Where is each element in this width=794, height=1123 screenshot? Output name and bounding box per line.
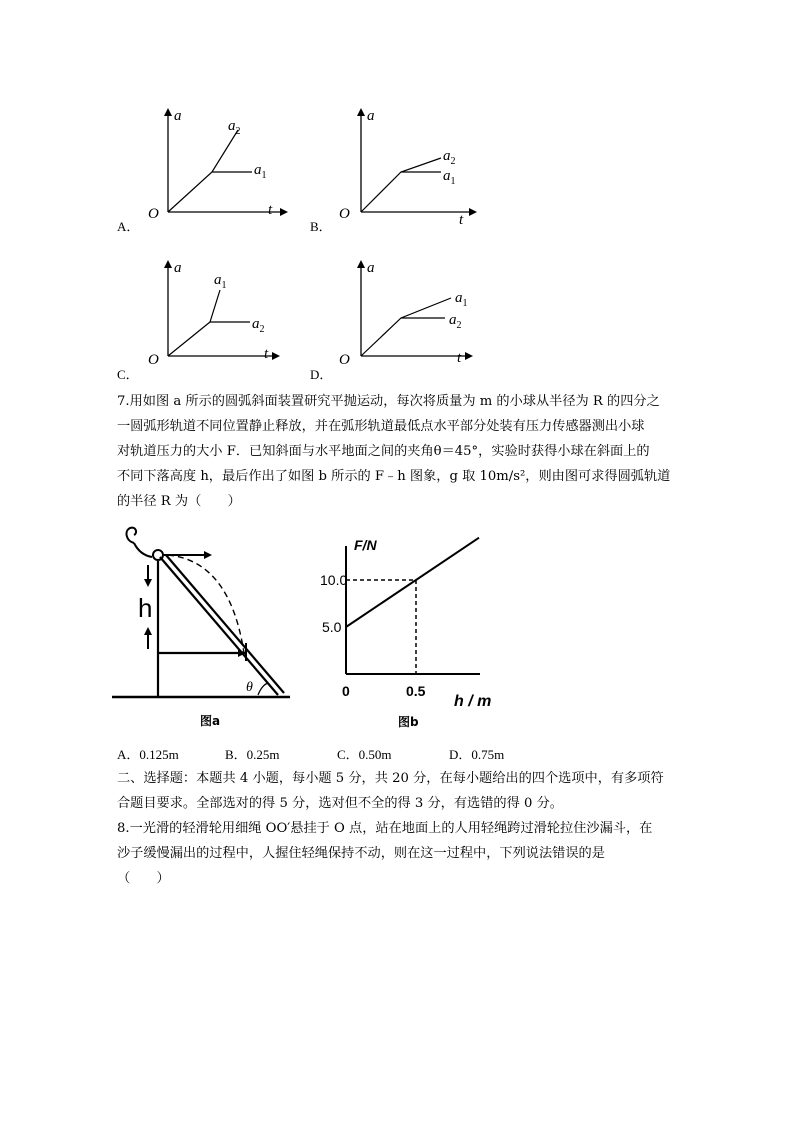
fh-ytick-5: 5.0 <box>322 619 342 635</box>
incline <box>160 557 278 695</box>
q7-line-1: 7.用如图 a 所示的圆弧斜面装置研究平抛运动，每次将质量为 m 的小球从半径为 R 的四分之 <box>117 394 660 409</box>
q8-line-3: （ ） <box>117 871 170 886</box>
choice-c[interactable]: C．0.50m <box>337 747 392 762</box>
fh-ytick-10: 10.0 <box>320 572 348 588</box>
svg-text:a2: $a_2$ <box>449 312 462 331</box>
svg-text:a2: $a_2$ <box>252 316 265 335</box>
theta-label: θ <box>246 680 253 695</box>
x-axis-label: t <box>268 202 273 218</box>
q7-line-2: 一圆弧形轨道不同位置静止释放，并在弧形轨道最低点水平部分处装有压力传感器测出小球 <box>117 419 645 434</box>
svg-text:O: O <box>148 352 159 368</box>
svg-text:a1: $a_1$ <box>443 168 456 187</box>
fh-y-axis-label: F/N <box>354 537 377 553</box>
y-axis-label: a <box>174 108 182 124</box>
choice-a[interactable]: A．0.125m <box>117 747 179 762</box>
q8-line-1: 8.一光滑的轻滑轮用细绳 OO′悬挂于 O 点，站在地面上的人用轻绳跨过滑轮拉住沙漏斗，在 <box>117 821 653 836</box>
fh-xtick-05: 0.5 <box>406 683 426 699</box>
svg-text:O: O <box>339 206 350 222</box>
option-c-letter: C． <box>117 367 139 382</box>
option-a-graph <box>140 100 290 230</box>
option-b-letter: B． <box>310 219 332 234</box>
figure-b-fh-graph <box>320 528 510 738</box>
svg-text:a: a <box>174 260 182 276</box>
svg-text:a: a <box>367 108 375 124</box>
option-d-letter: D． <box>310 367 333 382</box>
lower-curve-label: $a_1$ <box>254 162 267 181</box>
section2-line-2: 合题目要求。全部选对的得 5 分，选对但不全的得 3 分，有选错的得 0 分。 <box>117 796 563 811</box>
svg-text:a: a <box>367 260 375 276</box>
q7-line-4: 不同下落高度 h，最后作出了如图 b 所示的 F﹣h 图象，g 取 10m/s²，则由图可求得圆弧轨道 <box>117 469 671 484</box>
fh-xtick-0: 0 <box>342 683 350 699</box>
svg-text:O: O <box>339 352 350 368</box>
option-b-graph <box>333 100 483 230</box>
svg-text:a1: $a_1$ <box>455 290 468 309</box>
h-label: h <box>138 593 153 623</box>
option-c-graph <box>140 252 290 372</box>
svg-text:a1: $a_1$ <box>214 272 227 291</box>
svg-text:t: t <box>264 346 269 362</box>
q7-line-5: 的半径 R 为（ ） <box>117 494 241 509</box>
section2-line-1: 二、选择题：本题共 4 小题，每小题 5 分，共 20 分，在每小题给出的四个选项中，有多项符 <box>117 771 664 786</box>
svg-text:t: t <box>459 212 464 228</box>
option-d-graph <box>333 252 483 372</box>
origin-label: O <box>148 206 159 222</box>
upper-curve-label: $a_2$ <box>228 118 241 137</box>
choice-b[interactable]: B．0.25m <box>225 747 280 762</box>
choice-d[interactable]: D．0.75m <box>449 747 505 762</box>
q7-line-3: 对轨道压力的大小 F．已知斜面与水平地面之间的夹角θ＝45°，实验时获得小球在斜面上的 <box>117 444 650 459</box>
svg-text:t: t <box>457 350 462 366</box>
svg-text:a2: $a_2$ <box>443 148 456 167</box>
q8-line-2: 沙子缓慢漏出的过程中，人握住轻绳保持不动，则在这一过程中，下列说法错误的是 <box>117 846 605 861</box>
figure-a-caption: 图a <box>200 714 221 728</box>
fh-x-axis-label: h / m <box>454 693 492 710</box>
figure-a-apparatus <box>112 525 292 737</box>
option-a-letter: A． <box>117 219 140 234</box>
figure-b-caption: 图b <box>398 715 419 729</box>
line-upper <box>168 130 238 212</box>
